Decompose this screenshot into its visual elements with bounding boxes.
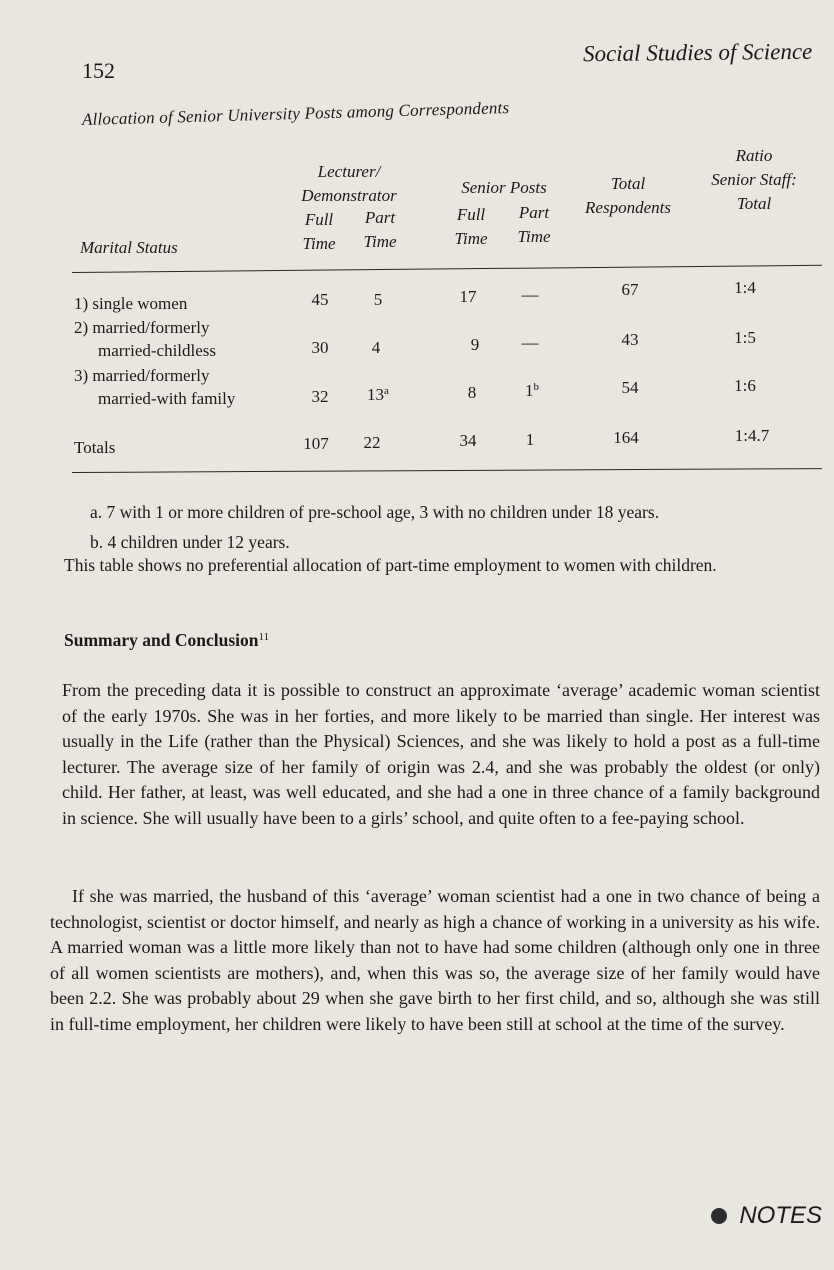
cell-total: 164 bbox=[613, 428, 639, 447]
running-head: Social Studies of Science bbox=[582, 38, 813, 67]
cell-senior-part-value: 1 bbox=[525, 381, 534, 400]
row-label-line2: married-childless bbox=[98, 341, 217, 360]
header-senior-part bbox=[506, 201, 562, 249]
header-lecturer-line1: Lecturer/ bbox=[317, 162, 381, 181]
footnote-marker-b: b bbox=[533, 381, 539, 393]
header-lecturer-part bbox=[352, 206, 408, 254]
cell-ratio: 1:5 bbox=[734, 328, 756, 347]
cell-lecturer-part: 22 bbox=[363, 433, 381, 452]
cell-lecturer-part bbox=[356, 385, 400, 405]
cell-ratio: 1:4 bbox=[734, 278, 756, 297]
header-senior-posts: Senior Posts bbox=[461, 178, 547, 197]
section-heading-text: Summary and Conclusion bbox=[64, 630, 259, 650]
paragraph-2: If she was married, the husband of this ‘average’ woman scientist had a one in two chance of being a technologist, scientist or doctor himself, and nearly as high a chance of working in a university as his wife. A married woman was a little more likely than not to have had some children (although only one in three of all women scientists are mothers), and, when this was so, the average size of her family would have been 2.2. She was probably about 29 when she gave birth to her first child, and so, although she was still in full-time employment, her children were likely to have been still at school at the time of the survey. bbox=[50, 886, 820, 1034]
cell-senior-full: 34 bbox=[459, 431, 477, 450]
header-senior-full bbox=[446, 203, 496, 251]
row-label-line1: 2) married/formerly bbox=[74, 318, 210, 337]
header-lecturer-part-line1: Part bbox=[364, 208, 396, 227]
header-total-line1: Total bbox=[610, 174, 646, 193]
cell-total: 54 bbox=[621, 378, 639, 397]
cell-ratio: 1:4.7 bbox=[734, 426, 770, 445]
cell-lecturer-part: 4 bbox=[371, 338, 381, 357]
row-label: 1) single women bbox=[74, 294, 188, 313]
table-footnote-a: a. 7 with 1 or more children of pre-school age, 3 with no children under 18 years. bbox=[90, 502, 660, 522]
notes-tab[interactable] bbox=[711, 1202, 822, 1230]
cell-lecturer-part: 5 bbox=[373, 290, 383, 309]
bullet-dot-icon bbox=[711, 1208, 727, 1224]
cell-lecturer-full: 30 bbox=[311, 338, 329, 357]
cell-total: 43 bbox=[621, 330, 639, 349]
cell-senior-full: 9 bbox=[470, 335, 480, 354]
cell-senior-part: — bbox=[521, 333, 539, 352]
header-marital-status: Marital Status bbox=[80, 238, 178, 257]
table-footnote-b: b. 4 children under 12 years. bbox=[90, 532, 290, 552]
footnote-ref: 11 bbox=[258, 631, 270, 643]
section-heading bbox=[64, 630, 269, 651]
cell-lecturer-full: 107 bbox=[303, 434, 329, 453]
header-lecturer-line2: Demonstrator bbox=[301, 186, 397, 205]
cell-total: 67 bbox=[621, 280, 639, 299]
header-ratio bbox=[690, 144, 818, 216]
row-label-line2: married-with family bbox=[98, 389, 236, 408]
header-senior-part-line2: Time bbox=[517, 227, 551, 246]
header-lecturer-full-line1: Full bbox=[304, 210, 334, 229]
totals-label: Totals bbox=[74, 438, 116, 457]
header-lecturer-group bbox=[284, 160, 414, 208]
header-lecturer-full bbox=[294, 208, 344, 256]
cell-senior-part: 1 bbox=[525, 430, 535, 449]
page-number: 152 bbox=[82, 58, 115, 83]
header-total-line2: Respondents bbox=[585, 198, 671, 217]
table-note: This table shows no preferential allocation of part-time employment to women with children. bbox=[64, 555, 717, 575]
header-total-respondents bbox=[566, 172, 690, 220]
header-senior-full-line1: Full bbox=[456, 205, 486, 224]
header-lecturer-full-line2: Time bbox=[302, 234, 336, 253]
paragraph-1: From the preceding data it is possible to construct an approximate ‘average’ academic woman scientist of the early 1970s. She was in her forties, and more likely to be married than single. Her interest was usually in the Life (rather than the Physical) Sciences, and she was likely to hold a post as a full-time lecturer. The average size of her family of origin was 2.4, and she was probably the oldest (or only) child. Her father, at least, was well educated, and she had a one in three chance of a family background in science. She will usually have been to a girls’ school, and quite often to a fee-paying school. bbox=[62, 680, 820, 828]
cell-ratio: 1:6 bbox=[734, 376, 756, 395]
cell-senior-full: 17 bbox=[459, 287, 477, 306]
header-senior-part-line1: Part bbox=[518, 203, 550, 222]
header-ratio-line2: Senior Staff: bbox=[711, 170, 797, 189]
header-ratio-line3: Total bbox=[736, 194, 772, 213]
cell-lecturer-full: 45 bbox=[311, 290, 329, 309]
header-lecturer-part-line2: Time bbox=[363, 232, 397, 251]
cell-senior-full: 8 bbox=[467, 383, 477, 402]
cell-lecturer-full: 32 bbox=[311, 387, 329, 406]
row-label bbox=[74, 364, 235, 410]
notes-label: NOTES bbox=[739, 1202, 822, 1229]
header-senior-full-line2: Time bbox=[454, 229, 488, 248]
cell-lecturer-part-value: 13 bbox=[367, 385, 385, 404]
header-ratio-line1: Ratio bbox=[735, 146, 773, 165]
cell-senior-part: — bbox=[521, 285, 539, 304]
cell-senior-part bbox=[512, 381, 552, 401]
row-label bbox=[74, 316, 216, 362]
row-label-line1: 3) married/formerly bbox=[74, 366, 210, 385]
table-header-rule bbox=[72, 265, 822, 273]
table-bottom-rule bbox=[72, 468, 822, 473]
table-title: Allocation of Senior University Posts among Correspondents bbox=[81, 98, 510, 129]
footnote-marker-a: a bbox=[384, 385, 389, 397]
